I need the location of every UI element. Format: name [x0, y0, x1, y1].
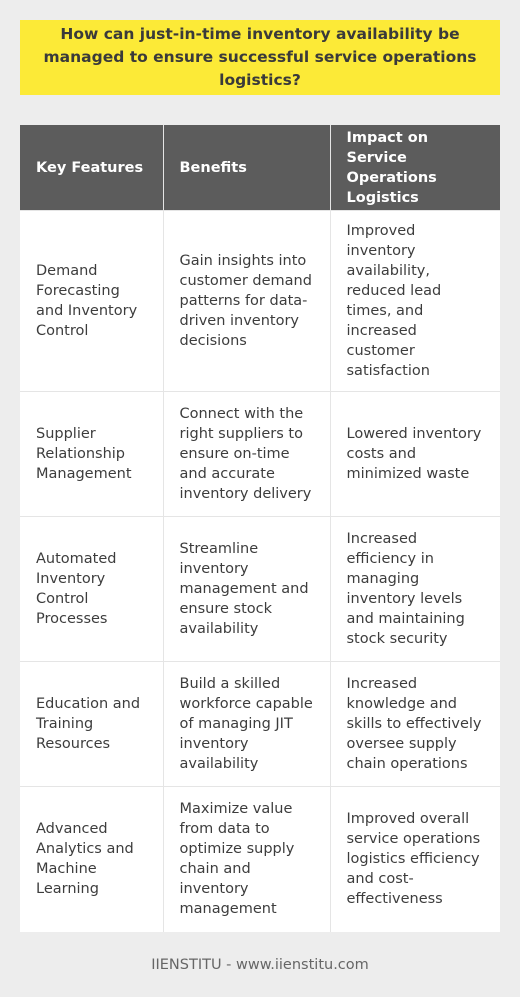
cell-benefit: Streamline inventory management and ensure stock availability — [163, 517, 330, 662]
footer-credit: IIENSTITU - www.iienstitu.com — [151, 957, 369, 973]
cell-impact: Increased efficiency in managing inventory levels and maintaining stock security — [330, 517, 500, 662]
table-header-row — [20, 125, 500, 211]
cell-key-feature: Advanced Analytics and Machine Learning — [20, 787, 163, 932]
cell-key-feature: Demand Forecasting and Inventory Control — [20, 211, 163, 392]
cell-impact: Lowered inventory costs and minimized waste — [330, 392, 500, 517]
cell-key-feature: Education and Training Resources — [20, 662, 163, 787]
header-impact: Impact on Service Operations Logistics — [330, 125, 500, 211]
cell-benefit: Connect with the right suppliers to ensure on-time and accurate inventory delivery — [163, 392, 330, 517]
page-title: How can just-in-time inventory availability be managed to ensure successful service operations logistics? — [43, 25, 477, 89]
table-row — [20, 517, 500, 662]
cell-key-feature: Automated Inventory Control Processes — [20, 517, 163, 662]
cell-impact: Improved overall service operations logistics efficiency and cost-effectiveness — [330, 787, 500, 932]
header-key-features: Key Features — [20, 125, 163, 211]
cell-impact: Improved inventory availability, reduced lead times, and increased customer satisfaction — [330, 211, 500, 392]
cell-benefit: Maximize value from data to optimize supply chain and inventory management — [163, 787, 330, 932]
table-row — [20, 787, 500, 932]
table-row — [20, 662, 500, 787]
title-banner — [20, 20, 500, 95]
cell-benefit: Gain insights into customer demand patterns for data-driven inventory decisions — [163, 211, 330, 392]
cell-key-feature: Supplier Relationship Management — [20, 392, 163, 517]
table-row — [20, 392, 500, 517]
header-benefits: Benefits — [163, 125, 330, 211]
features-table — [20, 125, 500, 932]
cell-benefit: Build a skilled workforce capable of managing JIT inventory availability — [163, 662, 330, 787]
table-row — [20, 211, 500, 392]
cell-impact: Increased knowledge and skills to effectively oversee supply chain operations — [330, 662, 500, 787]
